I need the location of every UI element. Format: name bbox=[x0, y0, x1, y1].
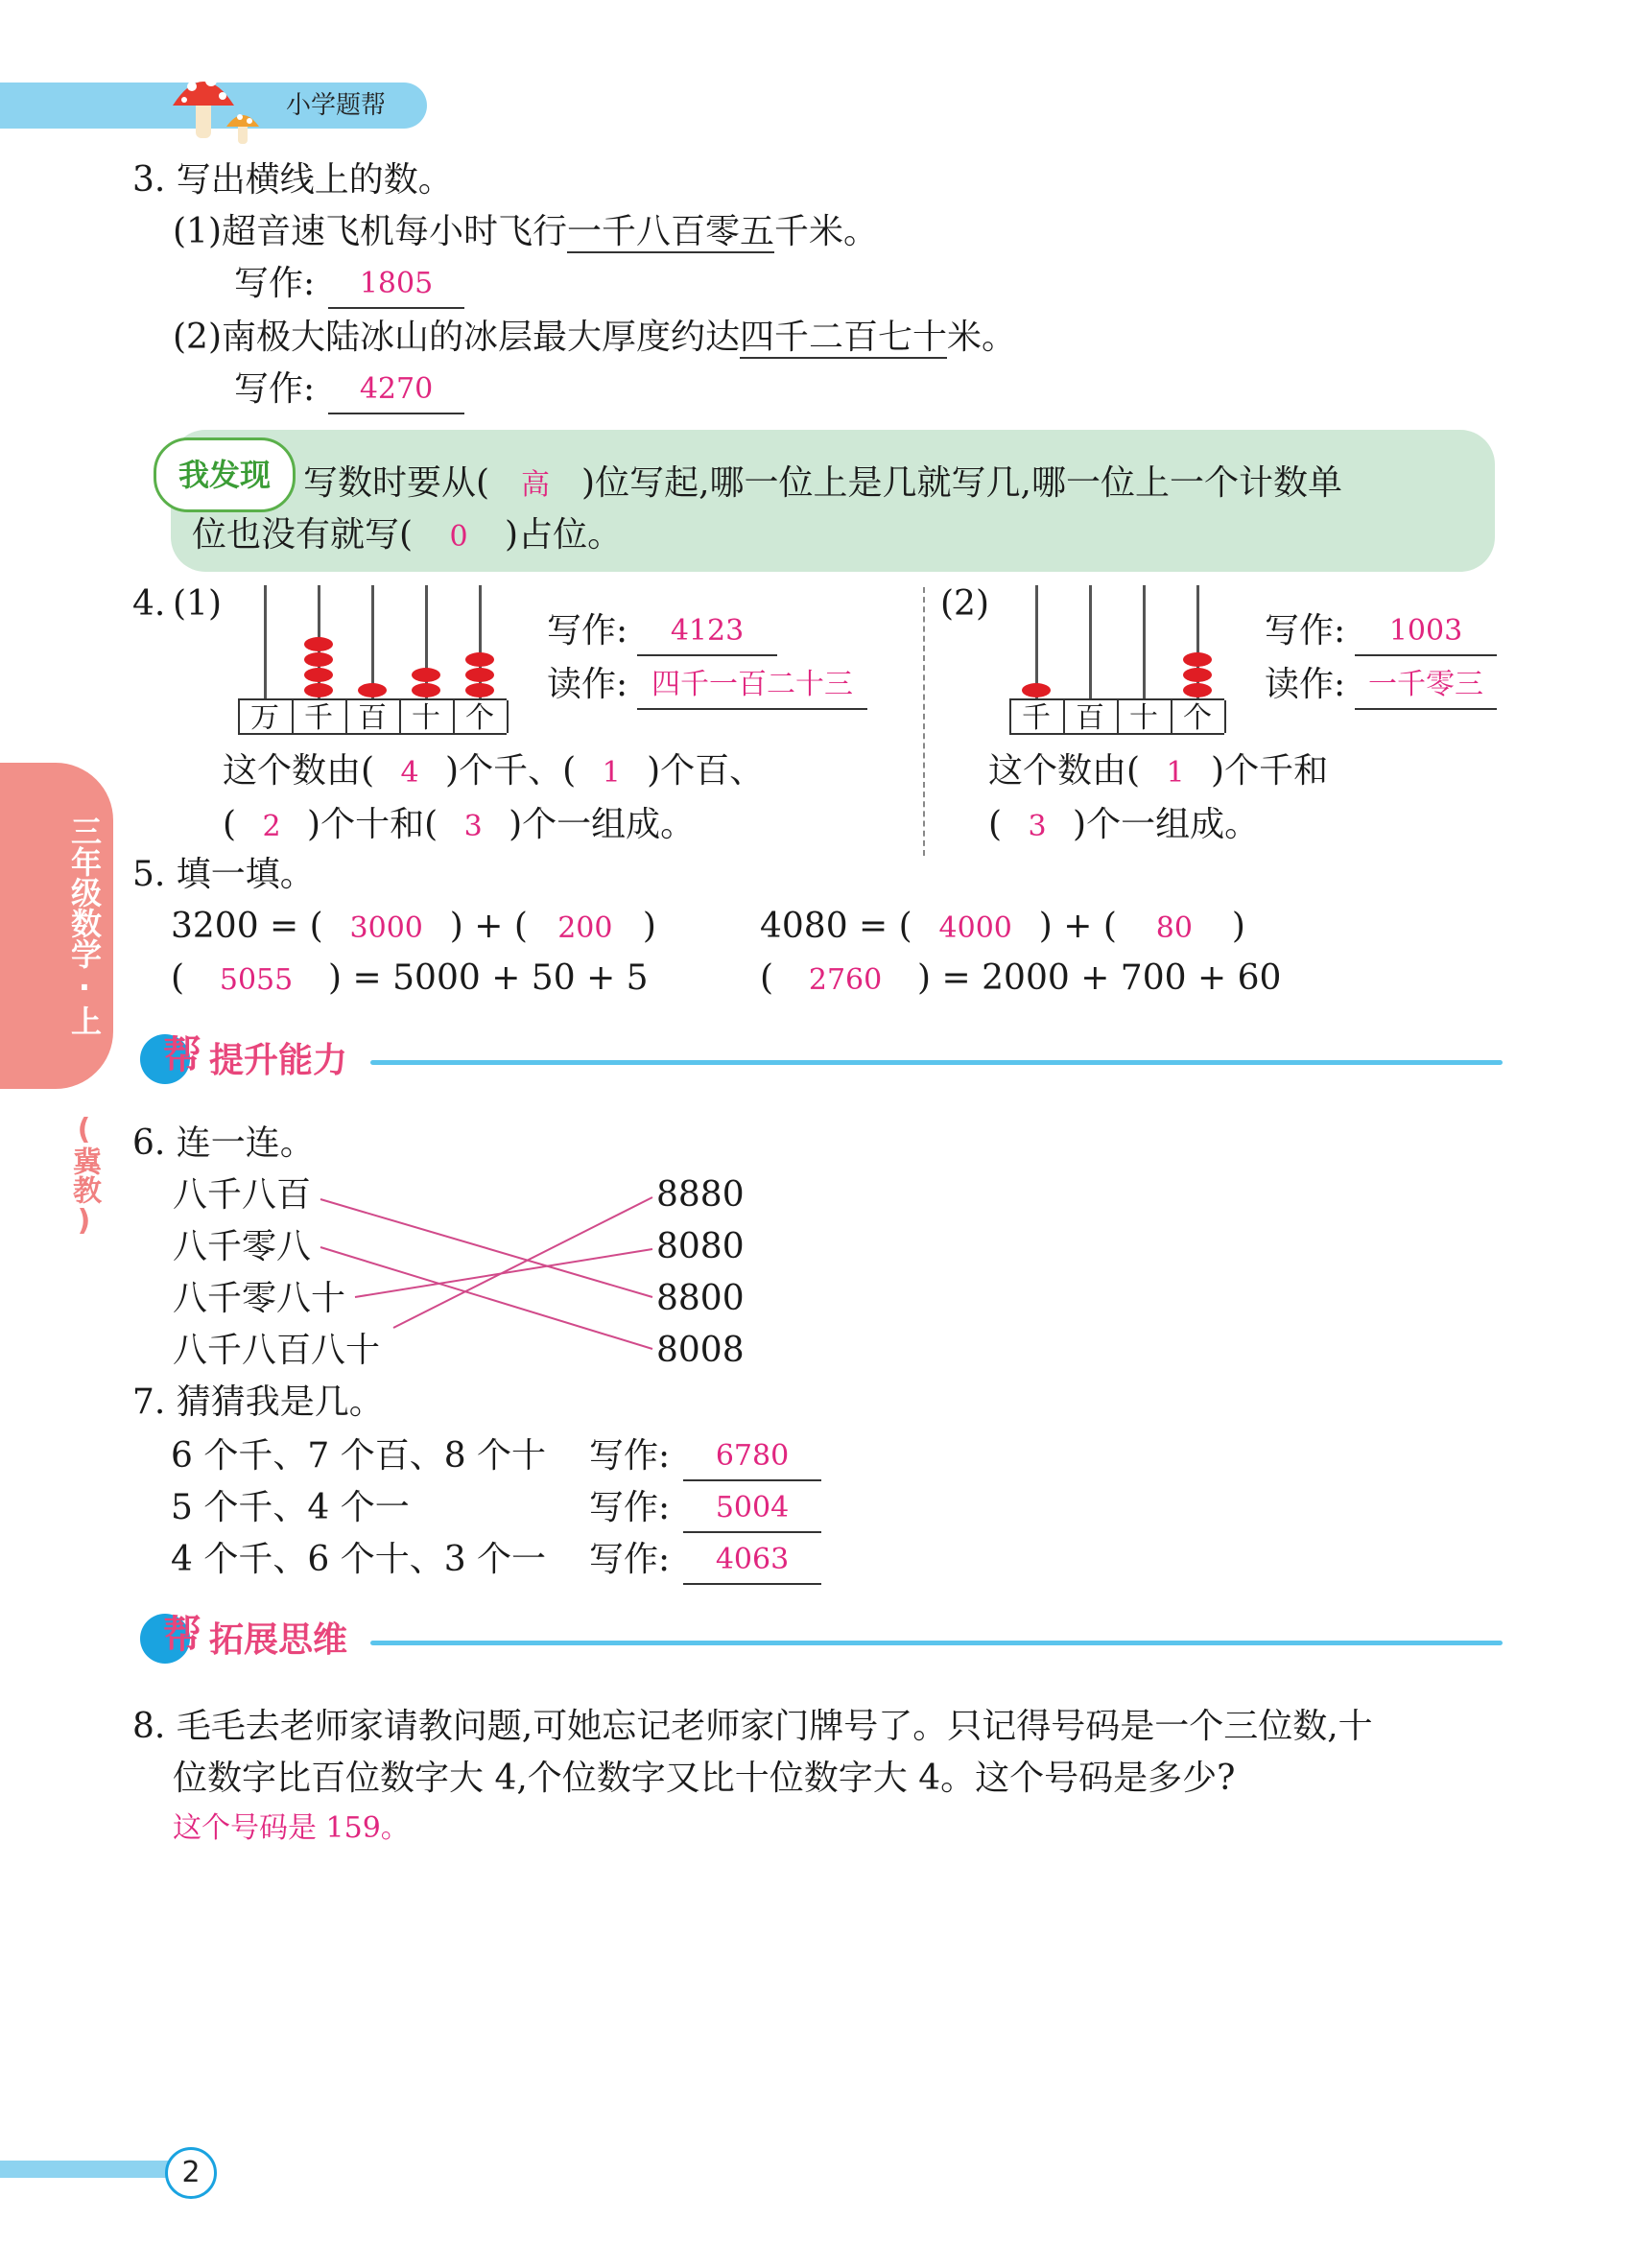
q6-left-4: 八千八百八十 bbox=[173, 1331, 381, 1370]
q6-right-2: 8080 bbox=[656, 1227, 745, 1266]
discover-badge: 我发现 bbox=[154, 437, 296, 512]
q4-p2-read-label: 读作: bbox=[1265, 665, 1346, 704]
q6-title: 6. 连一连。 bbox=[132, 1123, 315, 1163]
q7-write-label-3: 写作: bbox=[589, 1540, 671, 1579]
discover-line2: 位也没有就写( 0 )占位。 bbox=[192, 515, 623, 555]
q4-p2-line1: 这个数由( 1 )个千和 bbox=[988, 751, 1329, 791]
abacus-place-label: 十 bbox=[1117, 700, 1172, 733]
side-grade-label: 三年级数学·上 bbox=[66, 815, 103, 1036]
q5-eq4: ( 2760 ) = 2000 + 700 + 60 bbox=[760, 958, 1282, 998]
q3-answer-2: 4270 bbox=[328, 366, 464, 414]
q8-answer: 这个号码是 159。 bbox=[173, 1811, 410, 1845]
q7-answer-2: 5004 bbox=[683, 1485, 821, 1533]
q6-right-3: 8800 bbox=[656, 1279, 745, 1318]
connect-line-2 bbox=[320, 1247, 652, 1349]
q3-part2: (2)南极大陆冰山的冰层最大厚度约达四千二百七十米。 bbox=[173, 318, 1017, 357]
q4-p2-write-answer: 1003 bbox=[1355, 608, 1497, 656]
abacus-place-label: 十 bbox=[399, 700, 455, 733]
section-title-improve: 提升能力 bbox=[209, 1041, 348, 1080]
q7-write-label-2: 写作: bbox=[589, 1488, 671, 1527]
q5-title: 5. 填一填。 bbox=[132, 855, 315, 894]
abacus-place-label: 万 bbox=[238, 700, 294, 733]
abacus-place-label: 千 bbox=[1009, 700, 1065, 733]
q3-answer-1: 1805 bbox=[328, 261, 464, 309]
q4-p2-read-answer: 一千零三 bbox=[1355, 662, 1497, 710]
side-edition-label: (冀教) bbox=[67, 1113, 101, 1238]
q6-right-4: 8008 bbox=[656, 1331, 745, 1370]
q4-p1-write-label: 写作: bbox=[547, 611, 628, 650]
q3-write-label-2: 写作: bbox=[234, 369, 316, 409]
q4-p1-read-answer: 四千一百二十三 bbox=[637, 662, 867, 710]
abacus-place-label: 千 bbox=[292, 700, 347, 733]
abacus-place-label: 个 bbox=[1171, 700, 1226, 733]
q3-title: 3. 写出横线上的数。 bbox=[132, 160, 453, 200]
q8-line1: 8. 毛毛去老师家请教问题,可她忘记老师家门牌号了。只记得号码是一个三位数,十 bbox=[132, 1707, 1373, 1746]
section-line-2 bbox=[370, 1641, 1503, 1645]
q3-part1: (1)超音速飞机每小时飞行一千八百零五千米。 bbox=[173, 212, 879, 251]
q4-part1-label: (1) bbox=[173, 584, 222, 624]
q4-p1-write-answer: 4123 bbox=[637, 608, 777, 656]
q6-right-1: 8880 bbox=[656, 1175, 745, 1215]
section-char-2: 帮 bbox=[163, 1613, 201, 1657]
q4-number: 4. bbox=[132, 584, 166, 624]
discover-line1: 写数时要从( 高 )位写起,哪一位上是几就写几,哪一位上一个计数单 bbox=[303, 463, 1342, 503]
q4-p2-write-label: 写作: bbox=[1265, 611, 1346, 650]
header-title: 小学题帮 bbox=[286, 91, 387, 120]
q8-line2: 位数字比百位数字大 4,个位数字又比十位数字大 4。这个号码是多少? bbox=[173, 1759, 1236, 1798]
q6-left-3: 八千零八十 bbox=[173, 1279, 346, 1318]
q4-part2-label: (2) bbox=[940, 584, 989, 624]
q4-p1-line2: ( 2 )个十和( 3 )个一组成。 bbox=[223, 805, 696, 844]
q7-answer-3: 4063 bbox=[683, 1537, 821, 1585]
page-number: 2 bbox=[165, 2147, 217, 2199]
q7-title: 7. 猜猜我是几。 bbox=[132, 1382, 384, 1422]
q7-write-label-1: 写作: bbox=[589, 1436, 671, 1476]
q4-p1-line1: 这个数由( 4 )个千、( 1 )个百、 bbox=[223, 751, 765, 791]
q5-eq3: ( 5055 ) = 5000 + 50 + 5 bbox=[171, 958, 649, 998]
abacus-place-label: 个 bbox=[453, 700, 509, 733]
abacus-place-label: 百 bbox=[345, 700, 401, 733]
q4-p1-read-label: 读作: bbox=[547, 665, 628, 704]
q7-answer-1: 6780 bbox=[683, 1433, 821, 1481]
footer-bar bbox=[0, 2161, 182, 2178]
q6-left-2: 八千零八 bbox=[173, 1227, 312, 1266]
q5-eq2: 4080 = ( 4000 ) + ( 80 ) bbox=[760, 907, 1245, 946]
q7-desc-1: 6 个千、7 个百、8 个十 bbox=[171, 1436, 547, 1476]
abacus-place-label: 百 bbox=[1063, 700, 1119, 733]
q6-left-1: 八千八百 bbox=[173, 1175, 312, 1215]
section-char-1: 帮 bbox=[163, 1033, 201, 1077]
section-title-extend: 拓展思维 bbox=[209, 1620, 348, 1660]
q7-desc-2: 5 个千、4 个一 bbox=[171, 1488, 410, 1527]
q4-p2-line2: ( 3 )个一组成。 bbox=[988, 805, 1260, 844]
q3-write-label-1: 写作: bbox=[234, 264, 316, 303]
q7-desc-3: 4 个千、6 个十、3 个一 bbox=[171, 1540, 547, 1579]
q5-eq1: 3200 = ( 3000 ) + ( 200 ) bbox=[171, 907, 656, 946]
connect-line-1 bbox=[320, 1199, 652, 1297]
